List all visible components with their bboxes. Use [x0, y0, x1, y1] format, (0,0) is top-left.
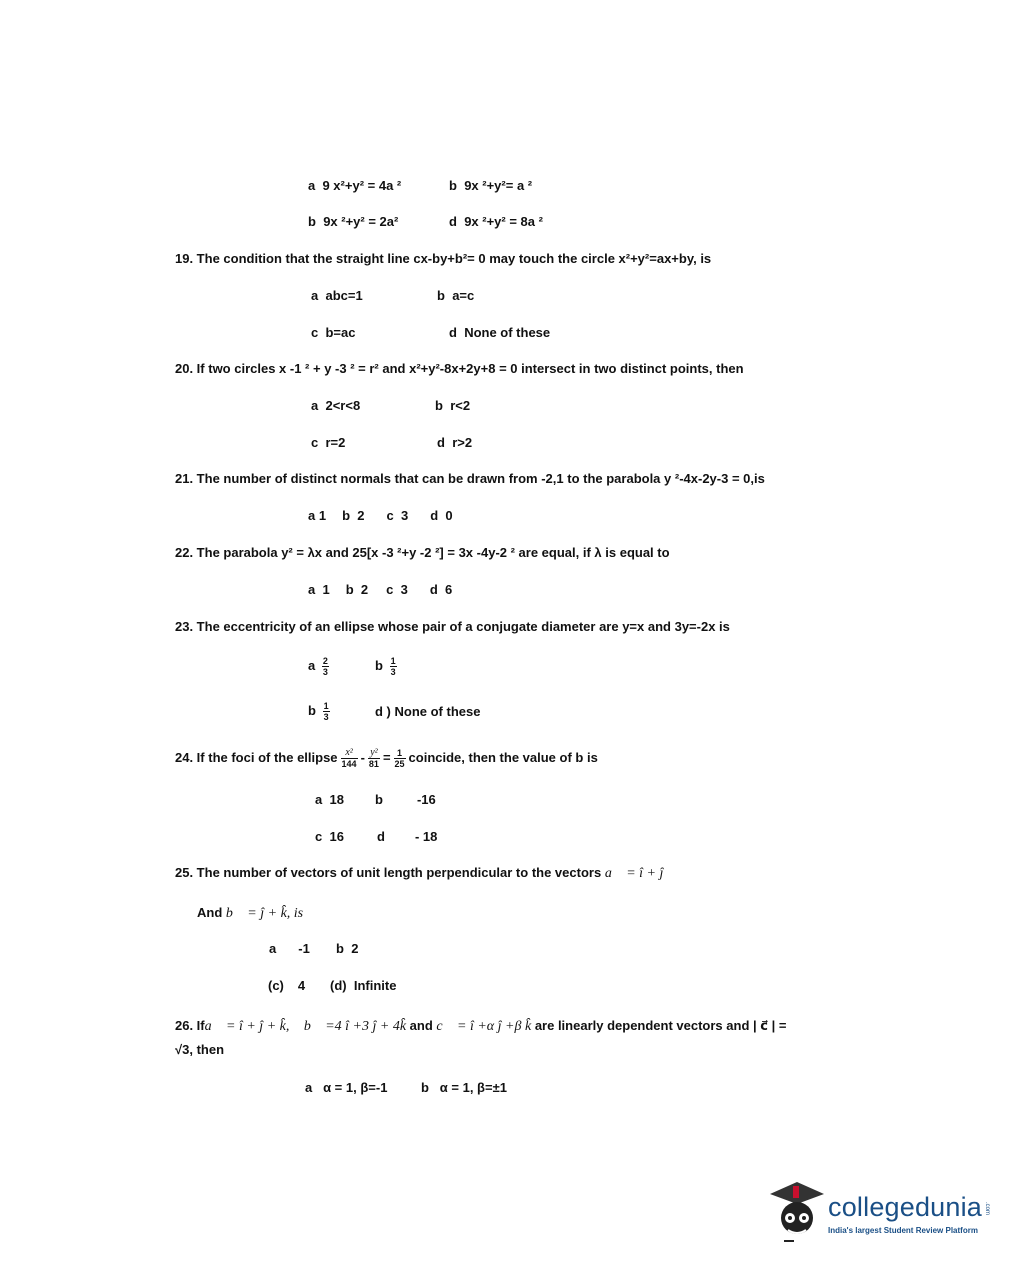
q19-option-d: d None of these [449, 325, 551, 340]
q26-vector-b: b⃗ =4 î +3 ĵ + 4k̂ [303, 1019, 407, 1034]
q25-vector-a: a⃗ = î + ĵ [604, 866, 664, 881]
q26-vector-a: a⃗ = î + ĵ + k̂, [204, 1019, 290, 1034]
q20-option-d: d r>2 [437, 435, 473, 450]
q25-option-b: b 2 [336, 941, 359, 956]
q25-question-cont: And b⃗ = ĵ + k̂, is [197, 905, 304, 921]
q25-question: 25. The number of vectors of unit length perpendicular to the vectors a⃗ = î + ĵ [175, 865, 664, 881]
q21-options: a 1 b 2 c 3 d 0 [308, 508, 453, 523]
q20-option-a: a 2<r<8 [311, 398, 361, 413]
logo-brand-text: collegedunia [828, 1192, 983, 1222]
q18-option-c: b 9x ²+y² = 2a² [308, 214, 399, 229]
q24-option-b: b -16 [375, 792, 436, 807]
q22-question: 22. The parabola y² = λx and 25[x -3 ²+y -2 ²] = 3x -4y-2 ² are equal, if λ is equal to [175, 545, 670, 560]
q24-question: 24. If the foci of the ellipse $\frac{\text{x²}}{144}$ - $\frac{\text{y²}}{81}$ = $\frac{1}{25}$ coincide, then the value of b is [175, 747, 598, 770]
q21-question: 21. The number of distinct normals that can be drawn from -2,1 to the parabola y ²-4x-2y-3 = 0,is [175, 471, 765, 486]
logo-tagline: India's largest Student Review Platform [828, 1226, 978, 1235]
q23-option-c: b $\frac{1}{3}$ [308, 701, 329, 723]
q23-option-c-fraction: $\frac{1}{3}$ [323, 701, 329, 723]
q24-option-a: a 18 [315, 792, 344, 807]
collegedunia-logo [766, 1178, 996, 1248]
q23-option-a: a $\frac{2}{3}$ [308, 656, 328, 678]
q23-option-d: d ) None of these [375, 704, 481, 719]
q24-option-c: c 16 [315, 829, 344, 844]
q18-option-d: d 9x ²+y² = 8a ² [449, 214, 543, 229]
q23-question: 23. The eccentricity of an ellipse whose pair of a conjugate diameter are y=x and 3y=-2x is [175, 619, 730, 634]
q26-option-b: b α = 1, β=±1 [421, 1080, 507, 1095]
q18-option-a: a 9 x²+y² = 4a ² [308, 178, 402, 193]
q25-option-c: (c) 4 [268, 978, 306, 993]
q25-vector-b: b⃗ = ĵ + k̂, is [225, 906, 304, 921]
q23-option-b-fraction: $\frac{1}{3}$ [390, 656, 396, 678]
student-mascot-icon [766, 1178, 828, 1248]
q19-option-a: a abc=1 [311, 288, 363, 303]
q19-option-b: b a=c [437, 288, 475, 303]
q19-question: 19. The condition that the straight line cx-by+b²= 0 may touch the circle x²+y²=ax+by, is [175, 251, 712, 266]
logo-com-text: .com [984, 1202, 990, 1216]
q20-option-b: b r<2 [435, 398, 471, 413]
q23-option-a-fraction: $\frac{2}{3}$ [322, 656, 328, 678]
q18-option-b: b 9x ²+y²= a ² [449, 178, 533, 193]
q26-question: 26. Ifa⃗ = î + ĵ + k̂, b⃗ =4 î +3 ĵ + 4k̂ and c⃗ = î +α ĵ +β k̂ are linearly dependent vectors and | c⃗ | = [175, 1018, 787, 1034]
q22-options: a 1 b 2 c 3 d 6 [308, 582, 453, 597]
q20-question: 20. If two circles x -1 ² + y -3 ² = r² and x²+y²-8x+2y+8 = 0 intersect in two distinct points, then [175, 361, 744, 376]
q26-vector-c: c⃗ = î +α ĵ +β k̂ [436, 1019, 532, 1034]
q26-option-a: a α = 1, β=-1 [305, 1080, 388, 1095]
q23-option-b: b $\frac{1}{3}$ [375, 656, 396, 678]
q24-fraction-rhs: $\frac{1}{25}$ [394, 748, 405, 770]
q24-fraction-y: $\frac{\text{y²}}{81}$ [368, 747, 379, 770]
q24-option-d: d - 18 [377, 829, 438, 844]
q24-fraction-x: $\frac{\text{x²}}{144}$ [341, 747, 357, 770]
q20-option-c: c r=2 [311, 435, 346, 450]
q26-question-cont: √3, then [175, 1042, 225, 1057]
q19-option-c: c b=ac [311, 325, 356, 340]
q25-option-a: a -1 [269, 941, 310, 956]
q25-option-d: (d) Infinite [330, 978, 397, 993]
